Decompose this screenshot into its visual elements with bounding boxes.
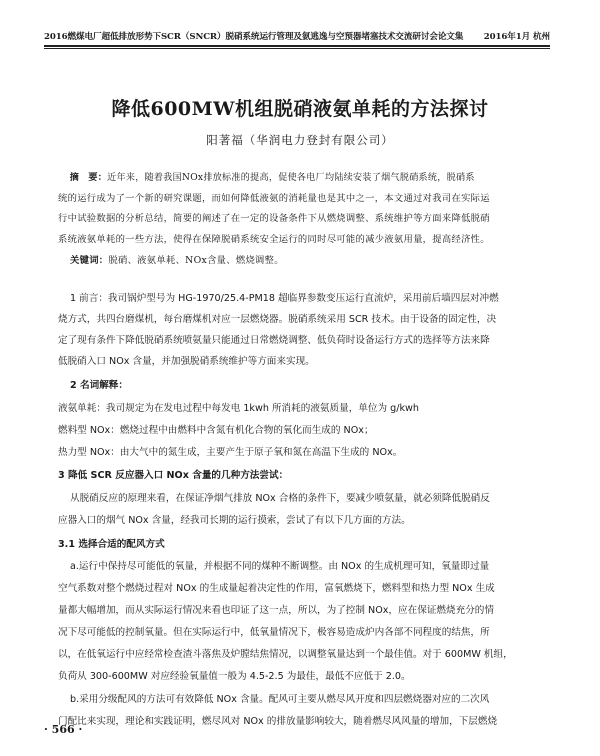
page-number: · 566 · <box>44 723 83 736</box>
keywords-text: 脱硝、液氨单耗、NOx含量、燃烧调整。 <box>108 255 284 266</box>
section-heading: 2 名词解释： <box>70 380 128 391</box>
header-date-place: 2016年1月 杭州 <box>483 32 550 42</box>
body-line: a.运行中保持尽可能低的氧量，并根据不同的煤种不断调整。由 NOx 的生成机理可知，氧量即过量 <box>70 561 490 572</box>
header-rule <box>44 45 550 47</box>
header-conference: 2016燃煤电厂超低排放形势下SCR（SNCR）脱硝系统运行管理及氨逃逸与空预器堵塞技术交流研讨会论文集 <box>44 32 464 42</box>
abstract-line-1: 摘 要：近年来，随着我国NOx排放标准的提高，促使各电厂均陆续安装了烟气脱硝系统，脱硝系 <box>69 172 475 183</box>
body-line: 以，在低氧运行中应经常检查渣斗落焦及炉膛结焦情况，以调整氧量达到一个最佳值。对于 600MW 机组， <box>58 649 513 660</box>
abstract-label: 摘 要： <box>69 172 108 183</box>
body-line: 负荷从 300-600MW 对应经验氧量值一般为 4.5-2.5 为最佳，最低不应低于 2.0。 <box>58 671 411 682</box>
author-line: 阳著福（华润电力登封有限公司） <box>206 133 394 147</box>
abstract <box>58 168 542 250</box>
section-heading: 3 降低 SCR 反应器入口 NOx 含量的几种方法尝试： <box>58 470 289 481</box>
body-line: 门配比来实现，理论和实践证明，燃尽风对 NOx 的排放量影响较大，随着燃尽风风量的增加，下层燃烧 <box>58 716 498 727</box>
body-line: b.采用分级配风的方法可有效降低 NOx 含量。配风可主要从燃尽风开度和四层燃烧器对应的二次风 <box>70 694 490 705</box>
abstract-line-2: 统的运行成为了一个新的研究课题，而如何降低液氨的消耗量也是其中之一，本文通过对我司在实际运 <box>58 192 490 204</box>
body-line: 燃料型 NOx：燃烧过程中由燃料中含氮有机化合物的氧化而生成的 NOx； <box>58 425 374 436</box>
body-line: 量都大幅增加，而从实际运行情况来看也印证了这一点，所以，为了控制 NOx，应在保证燃烧充分的情 <box>58 605 494 616</box>
body-line: 烧方式，共四台磨煤机，每台磨煤机对应一层燃烧器。脱硝系统采用 SCR 技术。由于设备的固定性，决 <box>58 314 497 325</box>
body-line: 空气系数对整个燃烧过程对 NOx 的生成量起着决定性的作用，富氧燃烧下，燃料型和热力型 NOx 生成 <box>58 583 495 594</box>
keywords <box>70 252 284 266</box>
body-line: 热力型 NOx：由大气中的氮生成，主要产生于原子氧和氮在高温下生成的 NOx。 <box>58 447 403 458</box>
body-line: 液氨单耗：我司规定为在发电过程中每发电 1kwh 所消耗的液氨质量，单位为 g/kwh <box>58 403 419 414</box>
body-line: 低脱硝入口 NOx 含量，并加强脱硝系统维护等方面来实现。 <box>58 356 315 367</box>
body-line: 应器入口的烟气 NOx 含量，经我司长期的运行摸索，尝试了有以下几方面的方法。 <box>58 515 411 526</box>
header-rule-thin <box>44 48 550 49</box>
abstract-line-3: 行中试验数据的分析总结，简要的阐述了在一定的设备条件下从燃烧调整、系统维护等方面来降低脱硝 <box>58 213 490 224</box>
subsection-heading: 3.1 选择合适的配风方式 <box>58 539 165 550</box>
body-line: 从脱硝反应的原理来看，在保证净烟气排放 NOx 合格的条件下，要减少喷氨量，就必须降低脱硝反 <box>70 493 490 504</box>
abstract-line-4: 系统液氨单耗的一些方法，使得在保障脱硝系统安全运行的同时尽可能的减少液氨用量，提高经济性。 <box>58 233 490 245</box>
paper-title: 降低600MW机组脱硝液氨单耗的方法探讨 <box>111 98 489 120</box>
keywords-label: 关键词： <box>70 255 109 266</box>
running-header <box>44 30 550 42</box>
body-line: 况下尽可能低的控制氧量。但在实际运行中，低氧量情况下，极容易造成炉内各部不同程度的结焦，所 <box>58 627 490 638</box>
body-line: 定了现有条件下降低脱硝系统喷氨量只能通过日常燃烧调整、低负荷时设备运行方式的选择等方法来降 <box>58 335 490 346</box>
body-line: 1 前言：我司锅炉型号为 HG-1970/25.4-PM18 超临界参数变压运行直流炉，采用前后墙四层对冲燃 <box>70 293 499 304</box>
